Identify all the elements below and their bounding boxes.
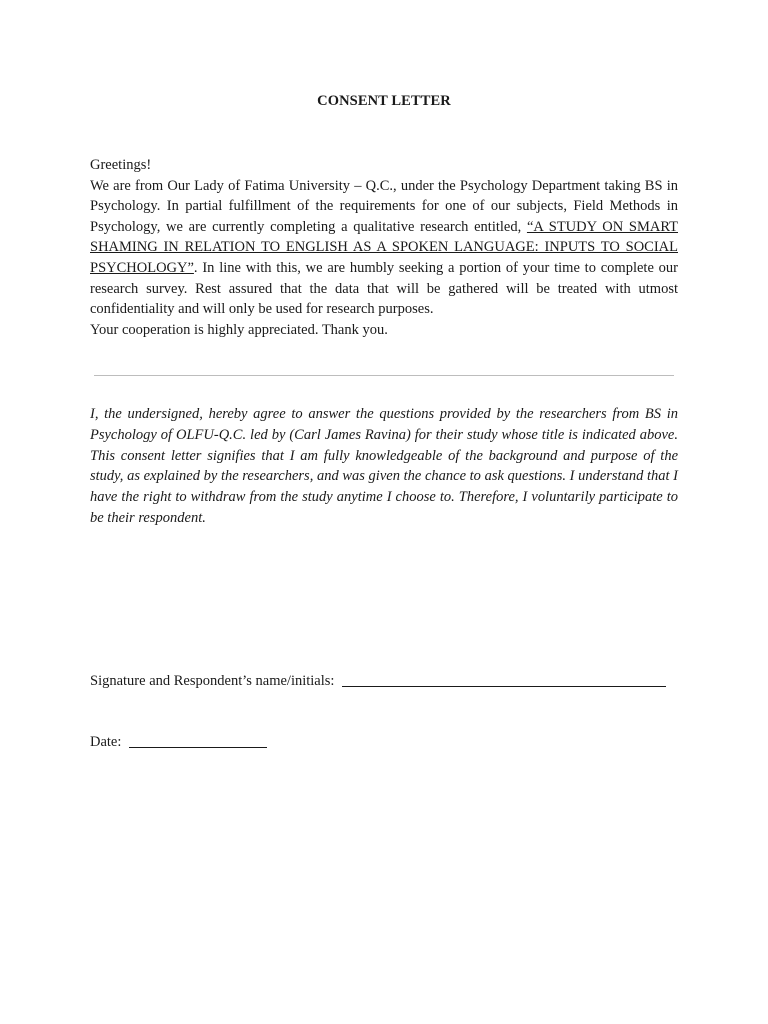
section-divider — [94, 375, 674, 376]
signature-row — [90, 673, 666, 690]
signature-label: Signature and Respondent’s name/initials: — [90, 673, 335, 689]
intro-text-before: We are from Our Lady of Fatima University – Q.C., under the Psychology Department taking BS in Psychology. In partial fulfillment of the requirements for one of our subjects, Field Methods in Psychology, we are currently completing a qualitative research entitled, — [90, 177, 678, 235]
greeting-text: Greetings! — [90, 157, 152, 173]
closing-text: Your cooperation is highly appreciated. Thank you. — [90, 321, 388, 338]
agreement-paragraph: I, the undersigned, hereby agree to answer the questions provided by the researchers from BS in Psychology of OLFU-Q.C. led by (Carl James Ravina) for their study whose title is indicated above. This consent letter signifies that I am fully knowledgeable of the background and purpose of the study, as explained by the researchers, and was given the chance to ask questions. I understand that I have the right to withdraw from the study anytime I choose to. Therefore, I voluntarily participate to be their respondent. — [90, 406, 678, 526]
signature-line — [342, 686, 666, 687]
intro-text-after: . In line with this, we are humbly seeking a portion of your time to complete our research survey. Rest assured that the data that will be gathered will be treated with utmost confidentiality and will only be used for research purposes. — [90, 259, 678, 318]
study-title: “A STUDY ON SMART SHAMING IN RELATION TO ENGLISH AS A SPOKEN LANGUAGE: INPUTS TO SOCIAL PSYCHOLOGY” — [90, 218, 678, 276]
intro-paragraph — [90, 176, 678, 320]
date-line — [129, 747, 267, 748]
consent-letter-page — [90, 0, 678, 1024]
page-title: CONSENT LETTER — [317, 93, 451, 109]
date-row — [90, 734, 267, 751]
date-label: Date: — [90, 734, 122, 750]
intro-section — [90, 155, 678, 340]
